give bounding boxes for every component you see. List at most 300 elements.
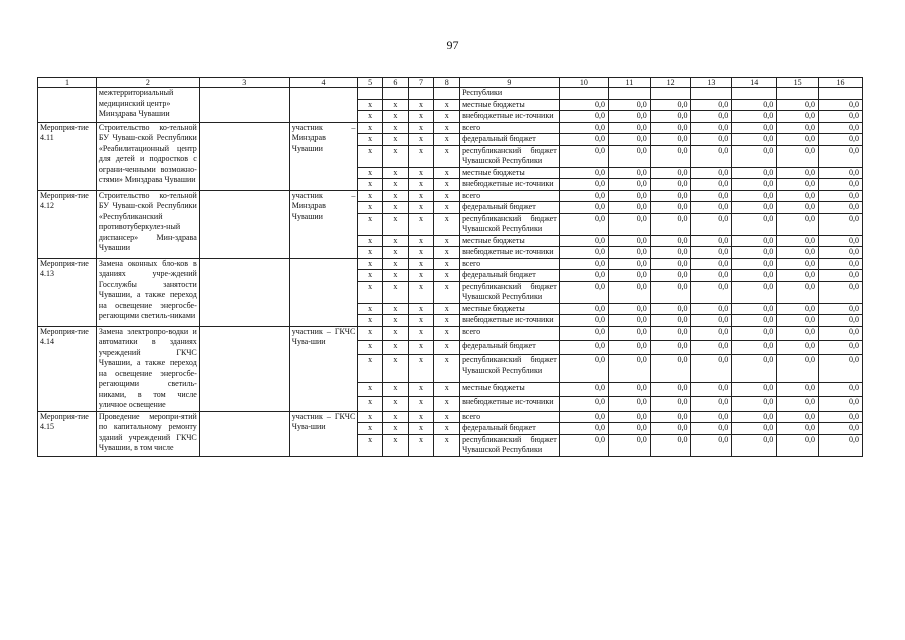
plan-mark-cell: x (382, 179, 408, 191)
amount-cell: 0,0 (609, 270, 651, 282)
measure-id-cell (38, 88, 97, 123)
plan-mark-cell: x (358, 167, 383, 179)
amount-cell: 0,0 (559, 382, 608, 396)
plan-mark-cell: x (434, 213, 460, 235)
plan-mark-cell: x (408, 190, 434, 202)
amount-cell: 0,0 (609, 411, 651, 423)
amount-cell: 0,0 (691, 326, 732, 340)
plan-mark-cell: x (408, 326, 434, 340)
amount-cell: 0,0 (818, 326, 862, 340)
amount-cell: 0,0 (818, 315, 862, 327)
plan-mark-cell (434, 88, 460, 100)
amount-cell: 0,0 (559, 281, 608, 303)
amount-cell: 0,0 (609, 247, 651, 259)
amount-cell: 0,0 (732, 134, 777, 146)
plan-mark-cell: x (358, 281, 383, 303)
plan-mark-cell: x (382, 167, 408, 179)
column-number-cell: 5 (358, 78, 383, 88)
plan-mark-cell: x (434, 303, 460, 315)
amount-cell: 0,0 (777, 167, 819, 179)
amount-cell: 0,0 (818, 382, 862, 396)
plan-mark-cell: x (434, 111, 460, 123)
amount-cell: 0,0 (609, 190, 651, 202)
amount-cell: 0,0 (818, 122, 862, 134)
plan-mark-cell: x (358, 270, 383, 282)
amount-cell: 0,0 (818, 423, 862, 435)
amount-cell: 0,0 (691, 167, 732, 179)
amount-cell: 0,0 (818, 397, 862, 411)
plan-mark-cell: x (382, 382, 408, 396)
amount-cell: 0,0 (650, 167, 691, 179)
column-number-cell: 13 (691, 78, 732, 88)
plan-mark-cell: x (382, 434, 408, 456)
plan-mark-cell: x (382, 247, 408, 259)
amount-cell: 0,0 (559, 111, 608, 123)
amount-cell: 0,0 (777, 315, 819, 327)
amount-cell: 0,0 (732, 190, 777, 202)
plan-mark-cell: x (434, 179, 460, 191)
amount-cell: 0,0 (559, 179, 608, 191)
amount-cell: 0,0 (609, 167, 651, 179)
plan-mark-cell: x (434, 247, 460, 259)
indicator-cell (199, 326, 289, 411)
executor-cell: участник – Минздрав Чувашии (289, 122, 358, 190)
funding-source-cell: Республики (460, 88, 560, 100)
plan-mark-cell: x (434, 270, 460, 282)
amount-cell: 0,0 (777, 326, 819, 340)
funding-source-cell: федеральный бюджет (460, 340, 560, 354)
plan-mark-cell: x (434, 190, 460, 202)
amount-cell: 0,0 (559, 411, 608, 423)
plan-mark-cell: x (408, 423, 434, 435)
amount-cell: 0,0 (691, 411, 732, 423)
executor-cell (289, 88, 358, 123)
funding-source-cell: республиканский бюджет Чувашской Республики (460, 145, 560, 167)
amount-cell: 0,0 (777, 247, 819, 259)
plan-mark-cell: x (408, 99, 434, 111)
amount-cell: 0,0 (818, 355, 862, 383)
amount-cell: 0,0 (559, 167, 608, 179)
funding-source-cell: всего (460, 190, 560, 202)
amount-cell: 0,0 (609, 434, 651, 456)
amount-cell: 0,0 (559, 258, 608, 270)
plan-mark-cell (408, 88, 434, 100)
amount-cell: 0,0 (609, 235, 651, 247)
funding-source-cell: местные бюджеты (460, 235, 560, 247)
table-row (38, 122, 863, 134)
plan-mark-cell: x (382, 213, 408, 235)
amount-cell: 0,0 (650, 99, 691, 111)
plan-mark-cell: x (358, 303, 383, 315)
plan-mark-cell (358, 88, 383, 100)
amount-cell: 0,0 (691, 397, 732, 411)
amount-cell: 0,0 (777, 202, 819, 214)
amount-cell: 0,0 (609, 397, 651, 411)
measure-id-cell: Мероприя-тие 4.11 (38, 122, 97, 190)
amount-cell: 0,0 (818, 134, 862, 146)
plan-mark-cell: x (408, 434, 434, 456)
amount-cell: 0,0 (818, 111, 862, 123)
amount-cell: 0,0 (650, 423, 691, 435)
amount-cell: 0,0 (559, 423, 608, 435)
funding-source-cell: внебюджетные ис-точники (460, 315, 560, 327)
amount-cell: 0,0 (777, 111, 819, 123)
funding-source-cell: внебюджетные ис-точники (460, 247, 560, 259)
plan-mark-cell: x (408, 382, 434, 396)
plan-mark-cell: x (408, 411, 434, 423)
plan-mark-cell: x (434, 340, 460, 354)
column-number-cell: 8 (434, 78, 460, 88)
indicator-cell (199, 258, 289, 326)
amount-cell: 0,0 (609, 134, 651, 146)
measure-id-cell: Мероприя-тие 4.15 (38, 411, 97, 456)
amount-cell (691, 88, 732, 100)
amount-cell: 0,0 (691, 111, 732, 123)
amount-cell: 0,0 (650, 397, 691, 411)
amount-cell: 0,0 (732, 281, 777, 303)
plan-mark-cell: x (358, 326, 383, 340)
amount-cell: 0,0 (559, 190, 608, 202)
executor-cell: участник – Минздрав Чувашии (289, 190, 358, 258)
amount-cell: 0,0 (691, 270, 732, 282)
plan-mark-cell: x (382, 397, 408, 411)
funding-source-cell: федеральный бюджет (460, 423, 560, 435)
amount-cell: 0,0 (650, 111, 691, 123)
plan-mark-cell: x (434, 411, 460, 423)
measure-name-cell: Замена оконных бло-ков в зданиях учре-ждений Госслужбы занятости Чувашии, а также переход на освещение энергосбе-регающими светиль-никами (96, 258, 199, 326)
plan-mark-cell: x (358, 213, 383, 235)
plan-mark-cell: x (358, 190, 383, 202)
table-row (38, 258, 863, 270)
amount-cell: 0,0 (609, 281, 651, 303)
amount-cell: 0,0 (559, 340, 608, 354)
plan-mark-cell: x (434, 145, 460, 167)
amount-cell: 0,0 (650, 411, 691, 423)
plan-mark-cell: x (408, 355, 434, 383)
amount-cell: 0,0 (650, 134, 691, 146)
amount-cell: 0,0 (818, 303, 862, 315)
indicator-cell (199, 190, 289, 258)
plan-mark-cell: x (358, 122, 383, 134)
amount-cell (777, 88, 819, 100)
plan-mark-cell: x (382, 134, 408, 146)
amount-cell: 0,0 (559, 355, 608, 383)
amount-cell: 0,0 (777, 258, 819, 270)
plan-mark-cell: x (382, 315, 408, 327)
table-row (38, 326, 863, 340)
amount-cell: 0,0 (777, 355, 819, 383)
amount-cell: 0,0 (732, 258, 777, 270)
amount-cell: 0,0 (732, 111, 777, 123)
amount-cell: 0,0 (777, 423, 819, 435)
funding-source-cell: местные бюджеты (460, 303, 560, 315)
amount-cell: 0,0 (559, 270, 608, 282)
amount-cell: 0,0 (818, 235, 862, 247)
plan-mark-cell: x (382, 340, 408, 354)
amount-cell: 0,0 (732, 340, 777, 354)
amount-cell: 0,0 (650, 247, 691, 259)
amount-cell: 0,0 (650, 281, 691, 303)
column-number-cell: 12 (650, 78, 691, 88)
plan-mark-cell: x (434, 423, 460, 435)
amount-cell: 0,0 (732, 213, 777, 235)
amount-cell: 0,0 (818, 213, 862, 235)
plan-mark-cell: x (434, 99, 460, 111)
plan-mark-cell: x (382, 303, 408, 315)
amount-cell (650, 88, 691, 100)
measure-name-cell: Строительство ко-тельной БУ Чуваш-ской Республики «Республиканский противотуберкулез-ный диспансер» Мин-здрава Чувашии (96, 190, 199, 258)
amount-cell: 0,0 (732, 270, 777, 282)
amount-cell: 0,0 (691, 382, 732, 396)
indicator-cell (199, 122, 289, 190)
amount-cell: 0,0 (777, 270, 819, 282)
amount-cell: 0,0 (609, 315, 651, 327)
plan-mark-cell: x (408, 303, 434, 315)
amount-cell (732, 88, 777, 100)
amount-cell: 0,0 (732, 411, 777, 423)
plan-mark-cell: x (408, 134, 434, 146)
amount-cell: 0,0 (777, 190, 819, 202)
plan-mark-cell: x (358, 423, 383, 435)
amount-cell: 0,0 (650, 213, 691, 235)
amount-cell: 0,0 (777, 340, 819, 354)
measure-name-cell: Строительство ко-тельной БУ Чуваш-ской Республики «Реабилитационный центр для детей и подростков с ограни-ченными возможно-стями» Минздрава Чувашии (96, 122, 199, 190)
measure-id-cell: Мероприя-тие 4.14 (38, 326, 97, 411)
plan-mark-cell: x (434, 122, 460, 134)
amount-cell: 0,0 (609, 202, 651, 214)
funding-source-cell: всего (460, 122, 560, 134)
amount-cell: 0,0 (691, 258, 732, 270)
funding-source-cell: всего (460, 326, 560, 340)
amount-cell: 0,0 (732, 145, 777, 167)
amount-cell: 0,0 (609, 213, 651, 235)
plan-mark-cell: x (408, 397, 434, 411)
column-number-cell: 2 (96, 78, 199, 88)
plan-mark-cell: x (382, 145, 408, 167)
amount-cell: 0,0 (777, 411, 819, 423)
plan-mark-cell: x (408, 145, 434, 167)
amount-cell: 0,0 (732, 423, 777, 435)
plan-mark-cell: x (382, 122, 408, 134)
plan-mark-cell: x (408, 270, 434, 282)
amount-cell: 0,0 (691, 202, 732, 214)
plan-mark-cell: x (382, 190, 408, 202)
plan-mark-cell: x (382, 326, 408, 340)
plan-mark-cell: x (434, 167, 460, 179)
funding-source-cell: республиканский бюджет Чувашской Республики (460, 213, 560, 235)
plan-mark-cell: x (434, 315, 460, 327)
amount-cell: 0,0 (559, 247, 608, 259)
amount-cell: 0,0 (818, 434, 862, 456)
amount-cell: 0,0 (777, 179, 819, 191)
column-number-cell: 3 (199, 78, 289, 88)
plan-mark-cell: x (358, 382, 383, 396)
amount-cell: 0,0 (650, 190, 691, 202)
amount-cell: 0,0 (650, 303, 691, 315)
plan-mark-cell: x (358, 247, 383, 259)
table-row (38, 411, 863, 423)
plan-mark-cell: x (358, 179, 383, 191)
plan-mark-cell: x (382, 99, 408, 111)
plan-mark-cell: x (434, 281, 460, 303)
funding-source-cell: республиканский бюджет Чувашской Республики (460, 355, 560, 383)
column-number-cell: 11 (609, 78, 651, 88)
amount-cell: 0,0 (691, 122, 732, 134)
plan-mark-cell: x (382, 235, 408, 247)
column-number-cell: 7 (408, 78, 434, 88)
plan-mark-cell: x (434, 326, 460, 340)
plan-mark-cell: x (408, 247, 434, 259)
column-number-cell: 16 (818, 78, 862, 88)
amount-cell: 0,0 (818, 270, 862, 282)
amount-cell: 0,0 (559, 202, 608, 214)
amount-cell: 0,0 (732, 315, 777, 327)
plan-mark-cell: x (434, 258, 460, 270)
plan-mark-cell: x (382, 281, 408, 303)
plan-mark-cell: x (382, 270, 408, 282)
amount-cell: 0,0 (691, 190, 732, 202)
table-row (38, 190, 863, 202)
column-number-cell: 9 (460, 78, 560, 88)
plan-mark-cell: x (408, 122, 434, 134)
funding-source-cell: федеральный бюджет (460, 270, 560, 282)
plan-mark-cell: x (358, 355, 383, 383)
amount-cell: 0,0 (650, 315, 691, 327)
plan-mark-cell: x (382, 423, 408, 435)
amount-cell: 0,0 (818, 145, 862, 167)
plan-mark-cell: x (358, 235, 383, 247)
plan-mark-cell: x (358, 111, 383, 123)
amount-cell: 0,0 (818, 411, 862, 423)
amount-cell: 0,0 (609, 111, 651, 123)
amount-cell: 0,0 (559, 235, 608, 247)
funding-source-cell: республиканский бюджет Чувашской Республики (460, 281, 560, 303)
measure-name-cell: Проведение меропри-ятий по капитальному ремонту зданий учреждений ГКЧС Чувашии, в том числе (96, 411, 199, 456)
funding-source-cell: всего (460, 258, 560, 270)
header-row (38, 78, 863, 88)
plan-mark-cell: x (434, 434, 460, 456)
plan-mark-cell: x (382, 202, 408, 214)
plan-mark-cell: x (358, 411, 383, 423)
amount-cell: 0,0 (777, 235, 819, 247)
amount-cell: 0,0 (650, 434, 691, 456)
amount-cell: 0,0 (650, 270, 691, 282)
amount-cell: 0,0 (609, 340, 651, 354)
funding-source-cell: местные бюджеты (460, 382, 560, 396)
plan-mark-cell: x (382, 355, 408, 383)
amount-cell: 0,0 (559, 397, 608, 411)
plan-mark-cell: x (434, 202, 460, 214)
amount-cell: 0,0 (818, 179, 862, 191)
amount-cell: 0,0 (559, 315, 608, 327)
column-number-cell: 14 (732, 78, 777, 88)
plan-mark-cell: x (382, 258, 408, 270)
plan-mark-cell: x (408, 340, 434, 354)
plan-mark-cell: x (358, 434, 383, 456)
amount-cell: 0,0 (777, 213, 819, 235)
amount-cell: 0,0 (691, 355, 732, 383)
amount-cell: 0,0 (691, 434, 732, 456)
amount-cell (609, 88, 651, 100)
plan-mark-cell (382, 88, 408, 100)
amount-cell: 0,0 (691, 303, 732, 315)
amount-cell: 0,0 (732, 326, 777, 340)
amount-cell (818, 88, 862, 100)
measure-name-cell: Замена электропро-водки и автоматики в зданиях учреждений ГКЧС Чувашии, а также переход на освещение энергосбе-регающими светиль-никами, в том числе уличное освещение (96, 326, 199, 411)
funding-source-cell: местные бюджеты (460, 99, 560, 111)
measure-id-cell: Мероприя-тие 4.13 (38, 258, 97, 326)
amount-cell: 0,0 (732, 99, 777, 111)
plan-mark-cell: x (434, 235, 460, 247)
amount-cell: 0,0 (559, 303, 608, 315)
amount-cell: 0,0 (559, 99, 608, 111)
amount-cell: 0,0 (732, 397, 777, 411)
funding-source-cell: всего (460, 411, 560, 423)
amount-cell: 0,0 (777, 303, 819, 315)
amount-cell: 0,0 (777, 122, 819, 134)
amount-cell: 0,0 (691, 281, 732, 303)
funding-source-cell: местные бюджеты (460, 167, 560, 179)
amount-cell: 0,0 (559, 213, 608, 235)
amount-cell: 0,0 (609, 145, 651, 167)
amount-cell: 0,0 (777, 134, 819, 146)
plan-mark-cell: x (434, 134, 460, 146)
amount-cell: 0,0 (559, 134, 608, 146)
amount-cell: 0,0 (609, 303, 651, 315)
executor-cell: участник – ГКЧС Чува-шии (289, 326, 358, 411)
program-table (37, 77, 863, 457)
amount-cell: 0,0 (650, 179, 691, 191)
amount-cell: 0,0 (818, 247, 862, 259)
amount-cell: 0,0 (691, 235, 732, 247)
amount-cell: 0,0 (691, 315, 732, 327)
column-number-cell: 4 (289, 78, 358, 88)
plan-mark-cell: x (408, 235, 434, 247)
amount-cell: 0,0 (609, 179, 651, 191)
executor-cell: участник – ГКЧС Чува-шии (289, 411, 358, 456)
amount-cell: 0,0 (777, 281, 819, 303)
plan-mark-cell: x (358, 397, 383, 411)
indicator-cell (199, 411, 289, 456)
measure-id-cell: Мероприя-тие 4.12 (38, 190, 97, 258)
plan-mark-cell: x (358, 258, 383, 270)
amount-cell: 0,0 (818, 340, 862, 354)
amount-cell: 0,0 (732, 179, 777, 191)
table-row (38, 88, 863, 100)
amount-cell: 0,0 (818, 202, 862, 214)
column-number-cell: 1 (38, 78, 97, 88)
plan-mark-cell: x (382, 411, 408, 423)
page-number: 97 (446, 38, 459, 52)
amount-cell: 0,0 (777, 382, 819, 396)
amount-cell: 0,0 (691, 179, 732, 191)
amount-cell: 0,0 (691, 134, 732, 146)
amount-cell: 0,0 (609, 99, 651, 111)
amount-cell (559, 88, 608, 100)
amount-cell: 0,0 (732, 382, 777, 396)
amount-cell: 0,0 (818, 281, 862, 303)
funding-source-cell: внебюджетные ис-точники (460, 397, 560, 411)
amount-cell: 0,0 (732, 202, 777, 214)
amount-cell: 0,0 (650, 340, 691, 354)
amount-cell: 0,0 (777, 434, 819, 456)
funding-source-cell: республиканский бюджет Чувашской Республики (460, 434, 560, 456)
funding-source-cell: внебюджетные ис-точники (460, 179, 560, 191)
amount-cell: 0,0 (650, 258, 691, 270)
amount-cell: 0,0 (609, 326, 651, 340)
amount-cell: 0,0 (691, 247, 732, 259)
amount-cell: 0,0 (609, 258, 651, 270)
